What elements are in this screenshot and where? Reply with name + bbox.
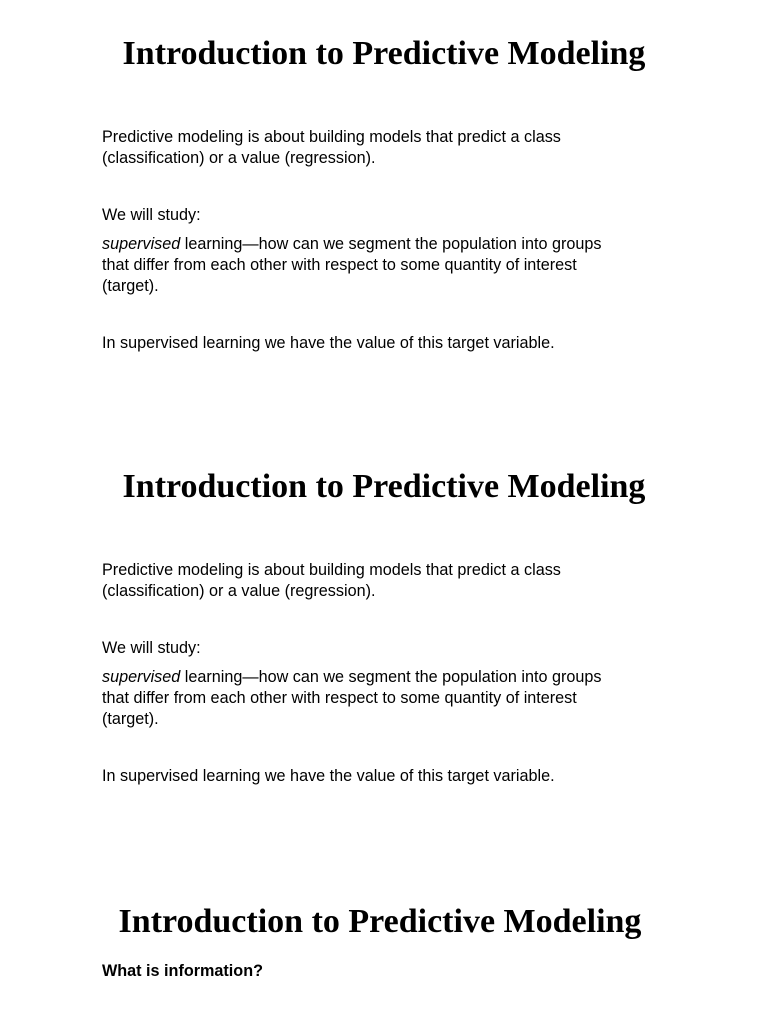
supervised-term: supervised (102, 235, 181, 253)
supervised-line-1-rest: learning—how can we segment the population into groups (180, 235, 602, 253)
closing-paragraph: In supervised learning we have the value of this target variable. (102, 767, 555, 785)
question-heading: What is information? (102, 962, 263, 980)
closing-paragraph: In supervised learning we have the value of this target variable. (102, 334, 555, 352)
intro-paragraph (102, 127, 662, 169)
slide-title: Introduction to Predictive Modeling (122, 468, 646, 505)
supervised-line-2: that differ from each other with respect to some quantity of interest (102, 689, 577, 707)
supervised-line-3: (target). (102, 277, 159, 295)
supervised-line-3: (target). (102, 710, 159, 728)
slide-2 (0, 433, 768, 863)
supervised-line-1-rest: learning—how can we segment the population into groups (180, 668, 602, 686)
slide-title: Introduction to Predictive Modeling (122, 35, 646, 72)
study-label: We will study: (102, 639, 201, 657)
slide-1 (0, 0, 768, 430)
intro-line-2: (classification) or a value (regression). (102, 582, 376, 600)
intro-line-1: Predictive modeling is about building models that predict a class (102, 128, 561, 146)
study-label: We will study: (102, 206, 201, 224)
supervised-paragraph (102, 667, 662, 730)
supervised-paragraph (102, 234, 662, 297)
slide-title: Introduction to Predictive Modeling (118, 903, 642, 940)
supervised-line-2: that differ from each other with respect to some quantity of interest (102, 256, 577, 274)
intro-paragraph (102, 560, 662, 602)
slide-3 (0, 866, 768, 1024)
supervised-term: supervised (102, 668, 181, 686)
intro-line-1: Predictive modeling is about building models that predict a class (102, 561, 561, 579)
intro-line-2: (classification) or a value (regression). (102, 149, 376, 167)
